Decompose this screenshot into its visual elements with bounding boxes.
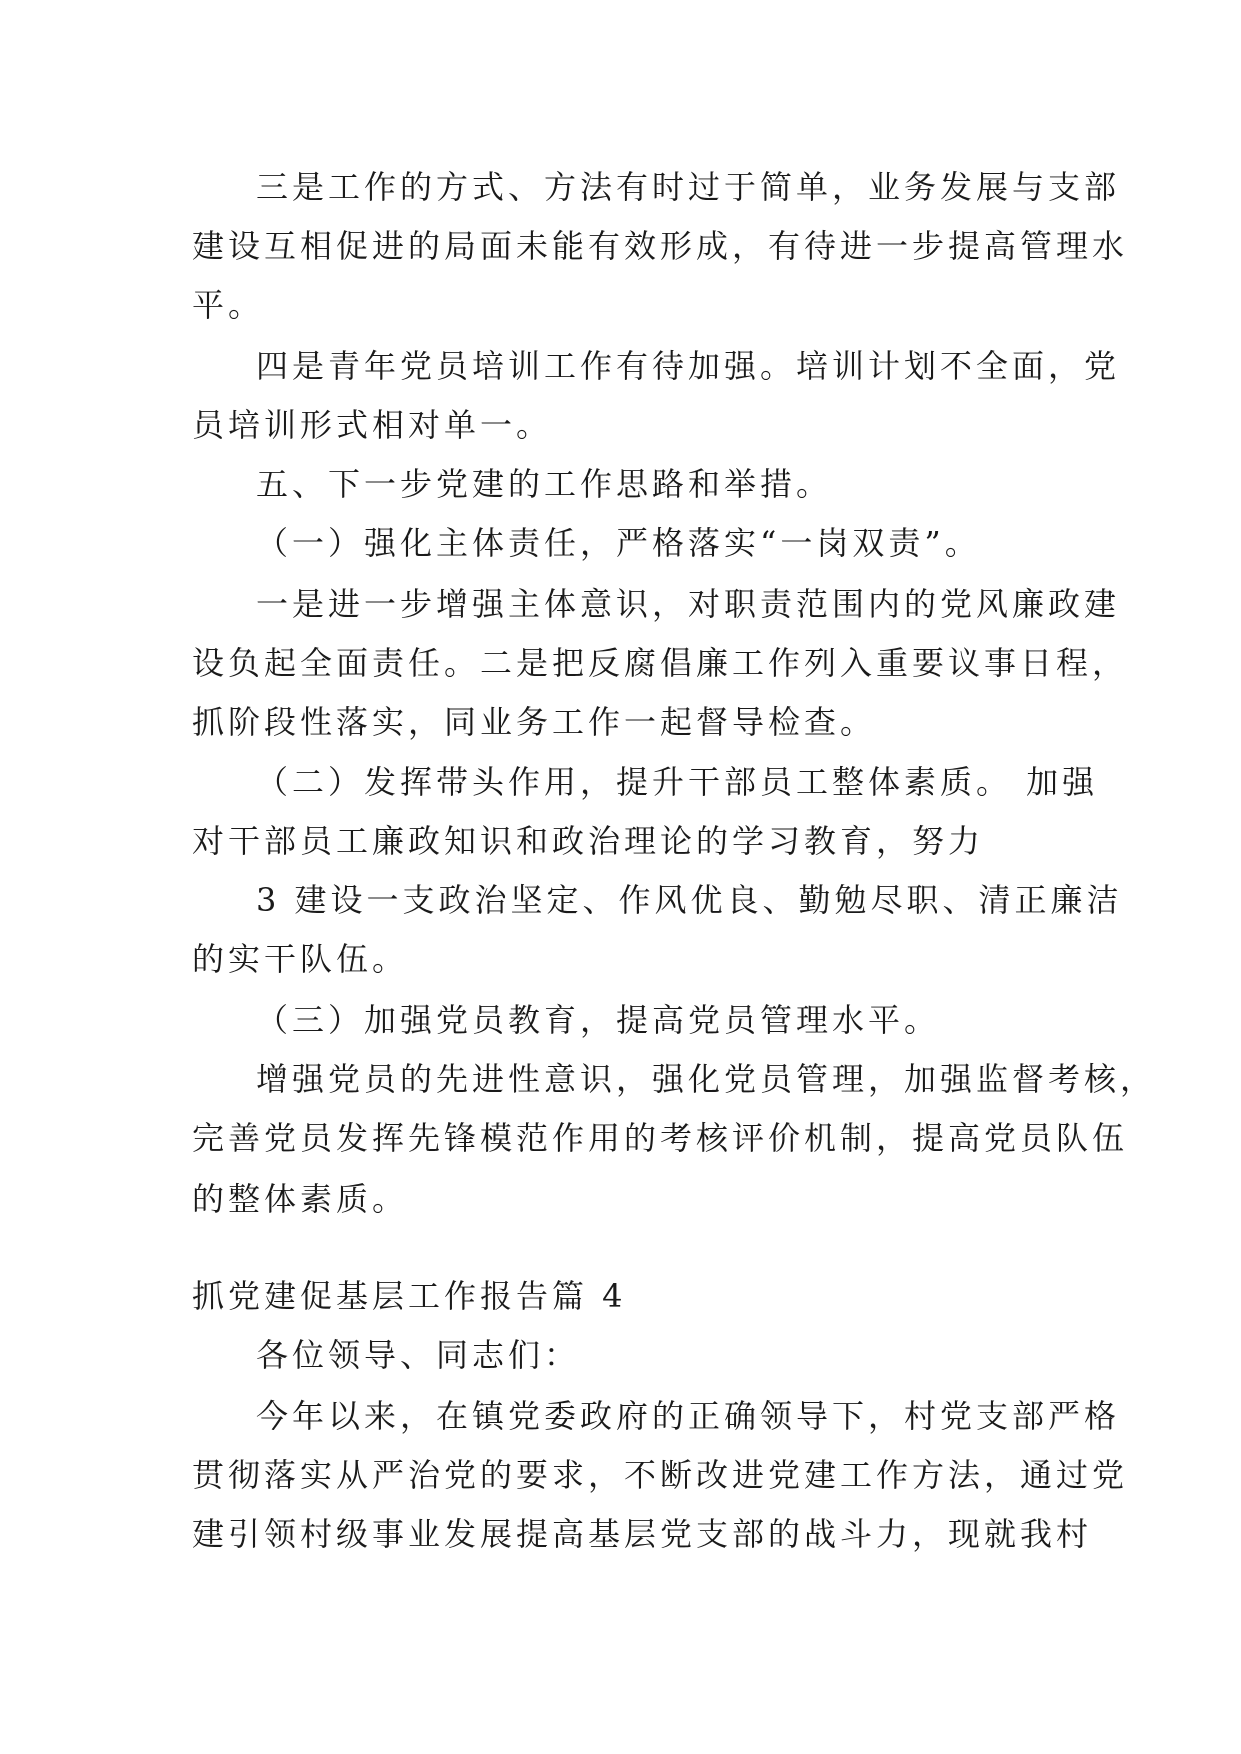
subsection-heading: （三）加强党员教育，提高党员管理水平。: [256, 1001, 941, 1039]
text-line: 增强党员的先进性意识，强化党员管理，加强监督考核，: [256, 1060, 1157, 1098]
text-line: 完善党员发挥先锋模范作用的考核评价机制，提高党员队伍: [192, 1119, 1129, 1157]
text-line: 3 建设一支政治坚定、作风优良、勤勉尽职、清正廉洁: [256, 881, 1123, 919]
text-line: 的实干队伍。: [192, 940, 409, 978]
text-line: 员培训形式相对单一。: [192, 406, 553, 444]
text-line: 三是工作的方式、方法有时过于简单，业务发展与支部: [256, 168, 1121, 206]
section-heading: 五、下一步党建的工作思路和举措。: [256, 465, 833, 503]
text-line: 今年以来，在镇党委政府的正确领导下，村党支部严格: [256, 1397, 1121, 1435]
text-line: 建引领村级事业发展提高基层党支部的战斗力，现就我村: [192, 1515, 1093, 1553]
salutation: 各位领导、同志们：: [256, 1336, 581, 1374]
subsection-heading: （一）强化主体责任，严格落实“一岗双责”。: [256, 524, 981, 562]
report-title: 抓党建促基层工作报告篇 4: [192, 1277, 627, 1315]
text-line: 设负起全面责任。二是把反腐倡廉工作列入重要议事日程，: [192, 644, 1129, 682]
text-line: 一是进一步增强主体意识，对职责范围内的党风廉政建: [256, 585, 1121, 623]
text-line: 对干部员工廉政知识和政治理论的学习教育，努力: [192, 822, 985, 860]
text-line: 的整体素质。: [192, 1180, 409, 1218]
text-line: 四是青年党员培训工作有待加强。培训计划不全面，党: [256, 347, 1121, 385]
text-line: 贯彻落实从严治党的要求，不断改进党建工作方法，通过党: [192, 1456, 1129, 1494]
text-line: 平。: [192, 286, 265, 324]
subsection-heading: （二）发挥带头作用，提升干部员工整体素质。 加强: [256, 763, 1099, 801]
text-line: 建设互相促进的局面未能有效形成，有待进一步提高管理水: [192, 227, 1129, 265]
text-line: 抓阶段性落实，同业务工作一起督导检查。: [192, 703, 877, 741]
